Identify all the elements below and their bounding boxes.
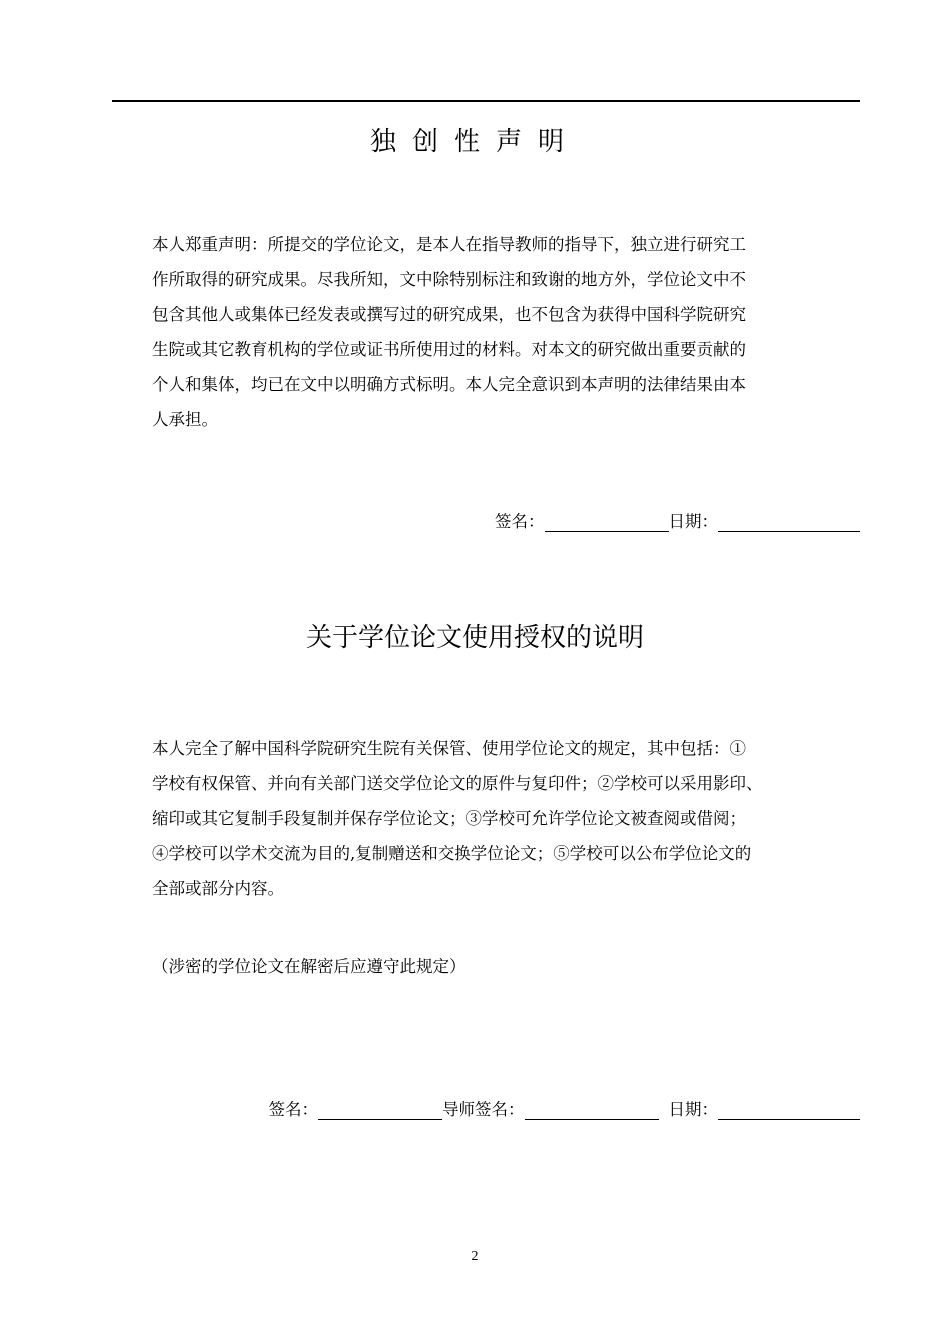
- signature-label: 签名：: [495, 512, 545, 531]
- authorization-body: [152, 731, 872, 906]
- confidential-note: （涉密的学位论文在解密后应遵守此规定）: [152, 957, 466, 976]
- declaration-line: 个人和集体，均已在文中以明确方式标明。本人完全意识到本声明的法律结果由本: [152, 375, 746, 394]
- authorization-line: ④学校可以学术交流为目的,复制赠送和交换学位论文；⑤学校可以公布学位论文的: [152, 844, 752, 863]
- authorization-signature-row: [269, 1096, 861, 1124]
- page-number: 2: [471, 1249, 479, 1264]
- authorization-line: 学校有权保管、并向有关部门送交学位论文的原件与复印件；②学校可以采用影印、: [152, 774, 763, 793]
- signature-label: 签名：: [268, 1100, 318, 1119]
- declaration-line: 生院或其它教育机构的学位或证书所使用过的材料。对本文的研究做出重要贡献的: [152, 340, 746, 359]
- date-label: 日期：: [668, 512, 718, 531]
- declaration-line: 本人郑重声明：所提交的学位论文，是本人在指导教师的指导下，独立进行研究工: [152, 235, 746, 254]
- declaration-line: 包含其他人或集体已经发表或撰写过的研究成果，也不包含为获得中国科学院研究: [152, 305, 746, 324]
- date-blank[interactable]: [718, 511, 860, 532]
- declaration-line: 作所取得的研究成果。尽我所知，文中除特别标注和致谢的地方外，学位论文中不: [152, 270, 746, 289]
- authorization-line: 全部或部分内容。: [152, 879, 284, 898]
- date-label: 日期：: [668, 1100, 718, 1119]
- declaration-line: 人承担。: [152, 410, 218, 429]
- advisor-signature-blank[interactable]: [525, 1099, 659, 1120]
- declaration-signature-row: [495, 508, 860, 536]
- advisor-signature-label: 导师签名：: [442, 1100, 525, 1119]
- declaration-title: 独创性声明: [369, 127, 580, 157]
- signature-blank[interactable]: [318, 1099, 442, 1120]
- signature-blank[interactable]: [545, 511, 669, 532]
- declaration-body: [152, 227, 872, 437]
- authorization-line: 缩印或其它复制手段复制并保存学位论文；③学校可允许学位论文被查阅或借阅；: [152, 809, 746, 828]
- date-blank[interactable]: [718, 1099, 860, 1120]
- authorization-title: 关于学位论文使用授权的说明: [305, 623, 644, 653]
- authorization-line: 本人完全了解中国科学院研究生院有关保管、使用学位论文的规定，其中包括：①: [152, 739, 746, 758]
- header-rule: [112, 100, 860, 102]
